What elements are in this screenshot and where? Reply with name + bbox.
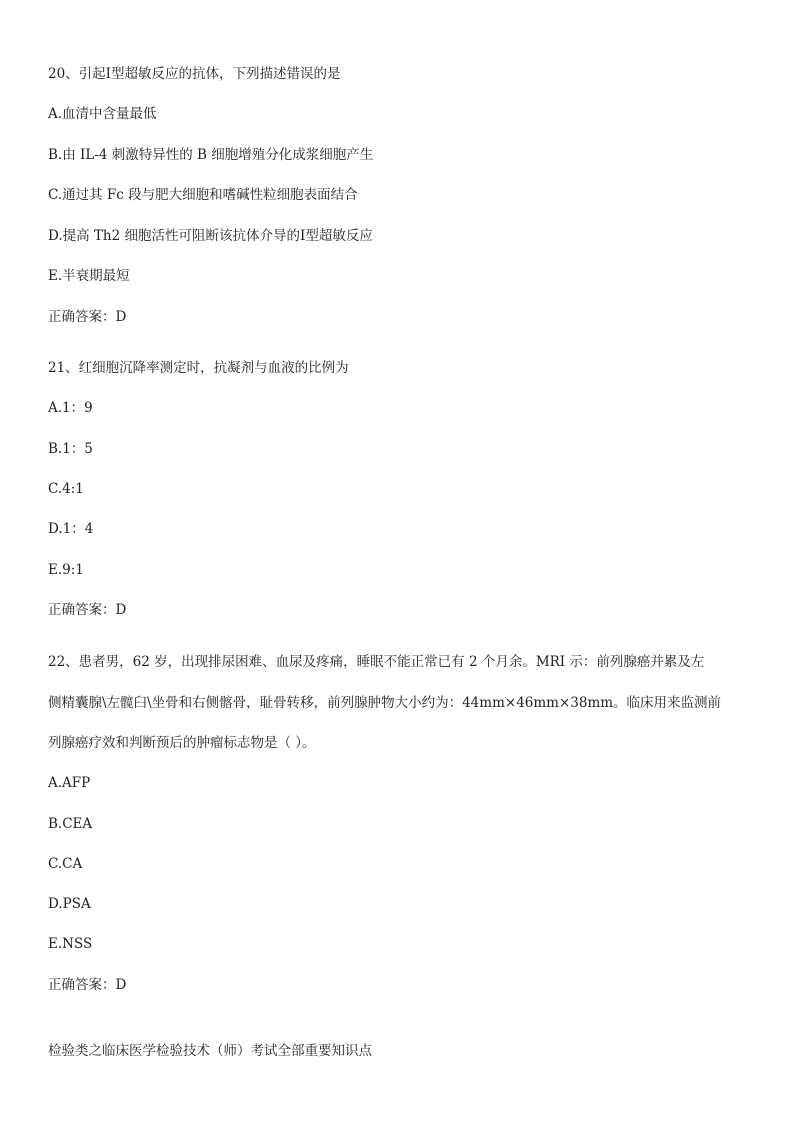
question-20-stem: 20、引起Ⅰ型超敏反应的抗体，下列描述错误的是	[48, 66, 341, 82]
question-20-answer: 正确答案：D	[48, 309, 127, 325]
question-22-option-a: A.AFP	[48, 775, 91, 791]
question-22-option-b: B.CEA	[48, 816, 93, 832]
question-21-option-b: B.1：5	[48, 441, 93, 457]
question-22-option-c: C.CA	[48, 856, 83, 872]
question-22-option-d: D.PSA	[48, 896, 91, 912]
question-22-stem-line-2: 侧精囊腺\左髋臼\坐骨和右侧髂骨，耻骨转移，前列腺肿物大小约为：44mm×46mm×38mm。临床用来监测前	[48, 695, 722, 711]
question-20-option-b: B.由 IL-4 刺激特异性的 B 细胞增殖分化成浆细胞产生	[48, 147, 374, 163]
page-footer: 检验类之临床医学检验技术（师）考试全部重要知识点	[48, 1043, 372, 1059]
question-22-stem-line-1: 22、患者男，62 岁，出现排尿困难、血尿及疼痛，睡眠不能正常已有 2 个月余。MRI 示：前列腺癌并累及左	[48, 654, 705, 670]
question-22-stem-line-3: 列腺癌疗效和判断预后的肿瘤标志物是（ ）。	[48, 735, 316, 751]
question-22-answer: 正确答案：D	[48, 977, 127, 993]
question-22-option-e: E.NSS	[48, 936, 93, 952]
question-21-option-a: A.1：9	[48, 400, 93, 416]
question-21-option-d: D.1：4	[48, 521, 94, 537]
question-20-option-a: A.血清中含量最低	[48, 106, 157, 122]
question-21-answer: 正确答案：D	[48, 602, 127, 618]
question-21-option-e: E.9:1	[48, 562, 84, 578]
question-21-stem: 21、红细胞沉降率测定时，抗凝剂与血液的比例为	[48, 360, 349, 376]
question-20-option-d: D.提高 Th2 细胞活性可阻断该抗体介导的Ⅰ型超敏反应	[48, 228, 373, 244]
question-20-option-c: C.通过其 Fc 段与肥大细胞和嗜碱性粒细胞表面结合	[48, 187, 358, 203]
question-20-option-e: E.半衰期最短	[48, 268, 130, 284]
question-21-option-c: C.4:1	[48, 481, 84, 497]
